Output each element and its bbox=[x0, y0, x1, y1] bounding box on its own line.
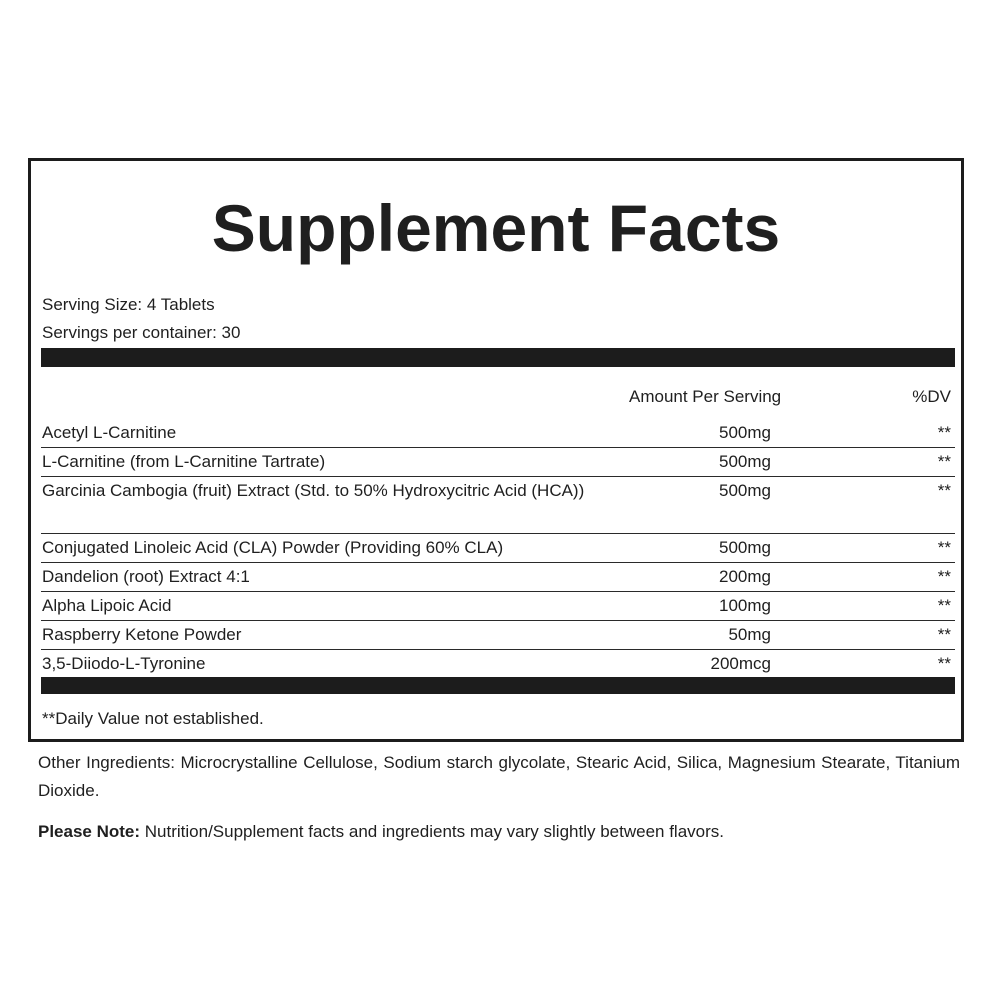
ingredient-amount: 500mg bbox=[719, 481, 771, 500]
table-row bbox=[41, 477, 955, 534]
ingredient-name: Garcinia Cambogia (fruit) Extract (Std. to 50% Hydroxycitric Acid (HCA)) bbox=[42, 481, 585, 500]
ingredient-dv: ** bbox=[937, 596, 951, 615]
table-row bbox=[41, 650, 955, 678]
ingredient-name: 3,5-Diiodo-L-Tyronine bbox=[42, 654, 206, 673]
dv-header: %DV bbox=[912, 387, 951, 406]
ingredient-amount: 200mcg bbox=[710, 654, 771, 673]
daily-value-footnote: **Daily Value not established. bbox=[42, 709, 264, 728]
table-row bbox=[41, 534, 955, 563]
ingredient-dv: ** bbox=[937, 452, 951, 471]
ingredient-dv: ** bbox=[937, 654, 951, 673]
ingredient-dv: ** bbox=[937, 423, 951, 442]
please-note-label: Please Note: bbox=[38, 822, 141, 841]
ingredient-name: L-Carnitine (from L-Carnitine Tartrate) bbox=[42, 452, 326, 471]
ingredient-name: Alpha Lipoic Acid bbox=[42, 596, 172, 615]
panel-title: Supplement Facts bbox=[211, 191, 781, 265]
ingredient-name: Dandelion (root) Extract 4:1 bbox=[42, 567, 250, 586]
ingredient-amount: 500mg bbox=[719, 423, 771, 442]
ingredient-name: Acetyl L-Carnitine bbox=[42, 423, 177, 442]
thick-divider-top bbox=[41, 348, 955, 367]
please-note-text: Nutrition/Supplement facts and ingredients may vary slightly between flavors. bbox=[140, 822, 724, 841]
other-ingredients: Other Ingredients: Microcrystalline Cellulose, Sodium starch glycolate, Stearic Acid, Silica, Magnesium Stearate, Titanium Dioxide. bbox=[38, 753, 960, 800]
servings-per-container: Servings per container: 30 bbox=[42, 323, 241, 342]
table-row bbox=[41, 621, 955, 650]
ingredient-name: Conjugated Linoleic Acid (CLA) Powder (Providing 60% CLA) bbox=[42, 538, 504, 557]
serving-size: Serving Size: 4 Tablets bbox=[42, 295, 215, 314]
ingredient-amount: 100mg bbox=[719, 596, 771, 615]
ingredient-amount: 50mg bbox=[728, 625, 771, 644]
please-note bbox=[38, 818, 724, 846]
ingredient-amount: 500mg bbox=[719, 538, 771, 557]
table-row bbox=[41, 448, 955, 477]
thick-divider-bottom bbox=[41, 677, 955, 694]
ingredient-dv: ** bbox=[937, 567, 951, 586]
ingredient-amount: 200mg bbox=[719, 567, 771, 586]
ingredient-dv: ** bbox=[937, 625, 951, 644]
table-row bbox=[41, 592, 955, 621]
supplement-facts-panel bbox=[28, 158, 964, 742]
table-row bbox=[41, 419, 955, 448]
ingredient-dv: ** bbox=[937, 481, 951, 500]
ingredient-dv: ** bbox=[937, 538, 951, 557]
table-row bbox=[41, 563, 955, 592]
ingredient-name: Raspberry Ketone Powder bbox=[42, 625, 242, 644]
amount-per-serving-header: Amount Per Serving bbox=[629, 387, 782, 406]
ingredient-amount: 500mg bbox=[719, 452, 771, 471]
